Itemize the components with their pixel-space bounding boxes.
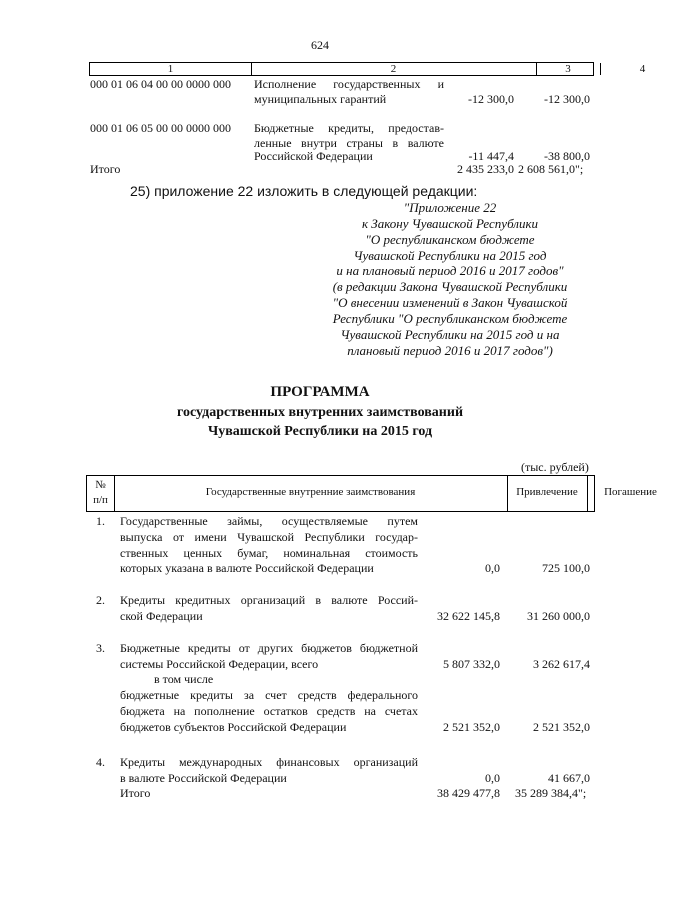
row-number: 4. (96, 755, 105, 769)
row-value-4: -38 800,0 (544, 149, 590, 163)
row-code: 000 01 06 05 00 00 0000 000 (90, 121, 231, 135)
table1-total-3: 2 435 233,0 (457, 162, 514, 176)
row-attract: 32 622 145,8 (437, 609, 500, 623)
header-num-sub: п/п (93, 494, 108, 506)
row-text-line: Государственные займы, осуществляемые путем (120, 514, 418, 528)
row-name-line: ленные внутри страны в валюте (254, 136, 444, 150)
row-attract: 0,0 (485, 771, 500, 785)
row-value-4: -12 300,0 (544, 92, 590, 106)
row-repay: 3 262 617,4 (533, 657, 590, 671)
appendix-line: и на плановый период 2016 и 2017 годов" (336, 263, 564, 278)
row-text-line: ственных ценных бумаг, номинальная стоимость (120, 546, 418, 560)
row-text-line: бюджетные кредиты за счет средств федерального (120, 688, 418, 702)
appendix-line: Чувашской Республики на 2015 год (353, 248, 547, 263)
row-text-line: Бюджетные кредиты от других бюджетов бюджетной (120, 641, 418, 655)
units-label: (тыс. рублей) (521, 460, 589, 474)
header-name: Государственные внутренние заимствования (205, 486, 416, 498)
appendix-line: к Закону Чувашской Республики (361, 216, 539, 231)
row-value-3: -12 300,0 (468, 92, 514, 106)
row-text-line: в валюте Российской Федерации (120, 771, 287, 785)
table1-col2: 2 (390, 63, 397, 75)
row-number: 3. (96, 641, 105, 655)
appendix-line: "О внесении изменений в Закон Чувашской (332, 295, 568, 310)
appendix-line: Чувашской Республики на 2015 год и на (340, 327, 560, 342)
header-attract: Привлечение (516, 486, 578, 498)
page-number: 624 (311, 38, 329, 52)
row-attract: 0,0 (485, 561, 500, 575)
row-repay: 41 667,0 (548, 771, 590, 785)
appendix-line: (в редакции Закона Чувашской Республики (332, 279, 568, 294)
table1-col1: 1 (167, 63, 174, 75)
row-text-line: Кредиты международных финансовых организаций (120, 755, 418, 769)
program-title: ПРОГРАММА (270, 384, 370, 400)
row-name-line: муниципальных гарантий (254, 92, 387, 106)
table1-col3: 3 (565, 63, 571, 75)
row-number: 1. (96, 514, 105, 528)
appendix-line: "Приложение 22 (403, 200, 497, 215)
row-value-3: -11 447,4 (468, 149, 514, 163)
row-code: 000 01 06 04 00 00 0000 000 (90, 77, 231, 91)
row-number: 2. (96, 593, 105, 607)
row-repay: 725 100,0 (542, 561, 590, 575)
row-text-line: ской Федерации (120, 609, 203, 623)
row-sub-repay: 2 521 352,0 (533, 720, 590, 734)
appendix-line: "О республиканском бюджете (365, 232, 535, 247)
row-sub-attract: 2 521 352,0 (443, 720, 500, 734)
program-subtitle-2: Чувашской Республики на 2015 год (207, 424, 433, 439)
row-attract: 5 807 332,0 (443, 657, 500, 671)
row-text-line: бюджетов субъектов Российской Федерации (120, 720, 347, 734)
table2-header (86, 475, 657, 512)
table1-total-4: 2 608 561,0"; (518, 162, 584, 176)
amendment-instruction: 25) приложение 22 изложить в следующей редакции: (130, 183, 478, 199)
table1-total-label: Итого (90, 162, 121, 176)
row-text-line: Кредиты кредитных организаций в валюте Россий- (120, 593, 418, 607)
row-sub-intro: в том числе (154, 672, 214, 686)
program-subtitle: государственных внутренних заимствований (176, 405, 464, 420)
row-name-line: Российской Федерации (254, 149, 373, 163)
appendix-line: плановый период 2016 и 2017 годов") (347, 343, 553, 358)
table1-header (89, 62, 646, 76)
table2-total-label: Итого (120, 786, 151, 800)
row-repay: 31 260 000,0 (527, 609, 590, 623)
row-text-line: бюджета на пополнение остатков средств на счетах (120, 704, 418, 718)
row-text-line: системы Российской Федерации, всего (120, 657, 319, 671)
header-repay: Погашение (604, 486, 657, 498)
table2-total-repay: 35 289 384,4"; (515, 786, 587, 800)
appendix-line: Республики "О республиканском бюджете (332, 311, 568, 326)
header-num: № (95, 479, 106, 491)
table1-col4: 4 (639, 63, 646, 75)
table2-total-attract: 38 429 477,8 (437, 786, 500, 800)
row-text-line: выпуска от имени Чувашской Республики государ- (120, 530, 418, 544)
row-name-line: Исполнение государственных и (254, 77, 444, 91)
row-text-line: которых указана в валюте Российской Федерации (120, 561, 374, 575)
row-name-line: Бюджетные кредиты, предостав- (254, 121, 444, 135)
